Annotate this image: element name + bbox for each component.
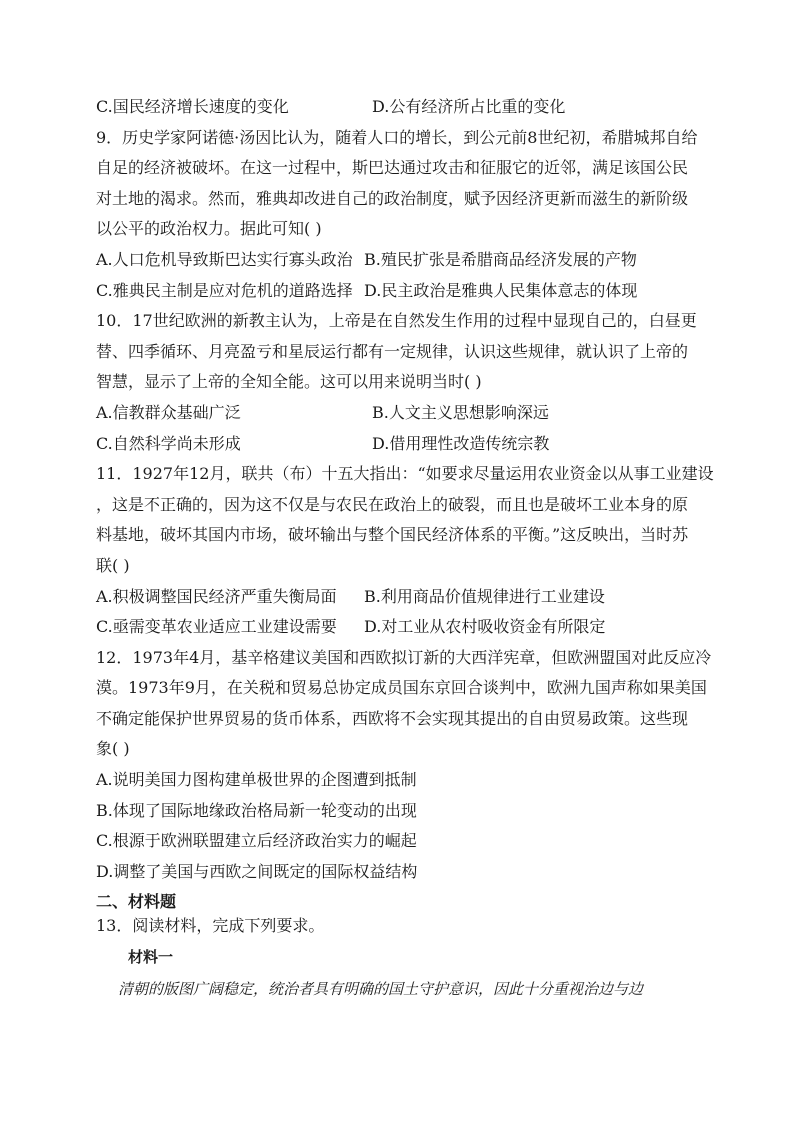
q11-option-d: D.对工业从农村吸收资金有所限定: [364, 617, 606, 637]
q11-options-row-1: [96, 582, 706, 613]
q10-stem: [96, 306, 706, 398]
q10-line-2: 替、四季循环、月亮盈亏和星辰运行都有一定规律，认识这些规律，就认识了上帝的: [96, 341, 689, 361]
q12-line-1: 12．1973年4月，基辛格建议美国和西欧拟订新的大西洋宪章，但欧洲盟国对此反应冷: [96, 647, 712, 667]
q9-options-row-2: [96, 276, 706, 307]
q11-line-3: 料基地，破坏其国内市场，破坏输出与整个国民经济体系的平衡。”这反映出，当时苏: [96, 525, 689, 545]
q8-option-c: C.国民经济增长速度的变化: [96, 97, 289, 116]
q10-option-c: C.自然科学尚未形成: [96, 433, 241, 453]
q13-prompt: 13．阅读材料，完成下列要求。: [96, 916, 325, 936]
q12-option-c: C.根源于欧洲联盟建立后经济政治实力的崛起: [96, 831, 417, 851]
q11-line-4: 联( ): [96, 555, 130, 575]
q9-line-2: 自足的经济被破坏。在这一过程中，斯巴达通过攻击和征服它的近邻，满足该国公民: [96, 158, 689, 178]
exam-page: [96, 92, 714, 1005]
q9-line-4: 以公平的政治权力。据此可知( ): [96, 219, 322, 239]
q11-line-2: ，这是不正确的，因为这不仅是与农民在政治上的破裂，而且也是破坏工业本身的原: [96, 494, 689, 514]
material-one-title: 材料一: [128, 948, 174, 967]
q9-option-c: C.雅典民主制是应对危机的道路选择: [96, 280, 353, 300]
q9-stem: [96, 123, 706, 245]
q11-line-1: 11．1927年12月，联共（布）十五大指出：“如要求尽量运用农业资金以从事工业建设: [96, 464, 714, 484]
q11-stem: [96, 459, 714, 581]
q12-option-d: D.调整了美国与西欧之间既定的国际权益结构: [96, 861, 418, 881]
q8-options-row: [96, 92, 706, 123]
q10-option-b: B.人文主义思想影响深远: [372, 402, 549, 422]
q12-line-3: 不确定能保护世界贸易的货币体系，西欧将不会实现其提出的自由贸易政策。这些现: [96, 708, 689, 728]
q11-option-a: A.积极调整国民经济严重失衡局面: [96, 586, 337, 606]
q11-options-row-2: [96, 612, 706, 643]
q11-option-c: C.亟需变革农业适应工业建设需要: [96, 617, 337, 637]
q10-line-3: 智慧，显示了上帝的全知全能。这可以用来说明当时( ): [96, 372, 482, 392]
q9-option-b: B.殖民扩张是希腊商品经济发展的产物: [364, 249, 637, 269]
q9-options-row-1: [96, 245, 706, 276]
q12-option-a: A.说明美国力图构建单极世界的企图遭到抵制: [96, 770, 417, 790]
q8-option-d: D.公有经济所占比重的变化: [372, 97, 566, 116]
q10-line-1: 10．17世纪欧洲的新教主认为，上帝是在自然发生作用的过程中显现自己的，白昼更: [96, 311, 697, 331]
section-title-material: 二、材料题: [96, 892, 177, 912]
q12-stem: [96, 643, 712, 765]
q9-option-d: D.民主政治是雅典人民集体意志的体现: [364, 280, 638, 300]
q9-line-1: 9．历史学家阿诺德·汤因比认为，随着人口的增长，到公元前8世纪初，希腊城邦自给: [96, 127, 698, 147]
q12-option-b: B.体现了国际地缘政治格局新一轮变动的出现: [96, 800, 417, 820]
q10-option-d: D.借用理性改造传统宗教: [372, 433, 550, 453]
q11-option-b: B.利用商品价值规律进行工业建设: [364, 586, 605, 606]
q10-options-row-2: [96, 429, 706, 460]
q10-option-a: A.信教群众基础广泛: [96, 402, 241, 422]
q10-options-row-1: [96, 398, 706, 429]
q12-line-2: 漠。1973年9月，在关税和贸易总协定成员国东京回合谈判中，欧洲九国声称如果美国: [96, 678, 707, 698]
q12-line-4: 象( ): [96, 739, 130, 759]
material-one-line-1: 清朝的版图广阔稳定，统治者具有明确的国土守护意识，因此十分重视治边与边: [118, 980, 644, 999]
q9-line-3: 对土地的渴求。然而，雅典却改进自己的政治制度，赋予因经济更新而滋生的新阶级: [96, 188, 689, 208]
q9-option-a: A.人口危机导致斯巴达实行寡头政治: [96, 249, 353, 269]
